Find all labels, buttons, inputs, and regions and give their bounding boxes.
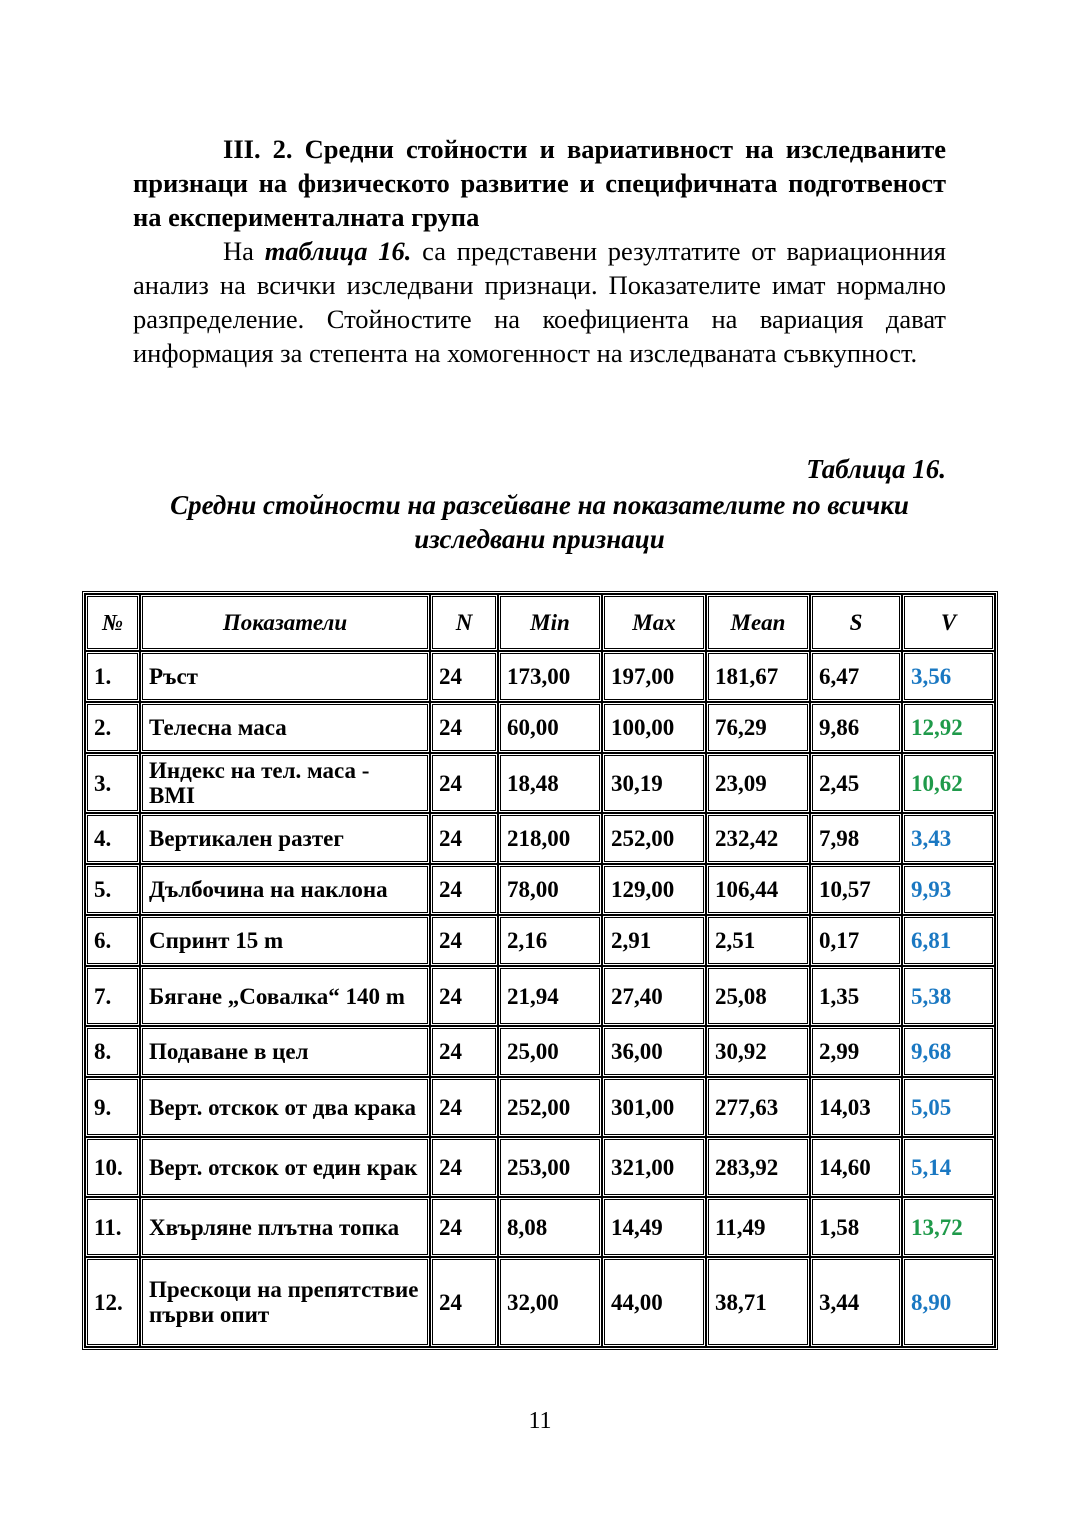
row-number: 10. bbox=[85, 1137, 140, 1197]
indicator-name: Хвърляне плътна топка bbox=[140, 1197, 430, 1257]
s-value: 9,86 bbox=[810, 702, 902, 753]
min-value: 21,94 bbox=[498, 966, 602, 1026]
table-label: Таблица 16. bbox=[806, 454, 946, 484]
max-value: 30,19 bbox=[602, 753, 706, 813]
v-value: 12,92 bbox=[902, 702, 995, 753]
s-value: 1,35 bbox=[810, 966, 902, 1026]
n-value: 24 bbox=[430, 1257, 498, 1347]
table-row bbox=[85, 1077, 995, 1137]
text-block bbox=[133, 132, 946, 370]
s-value: 0,17 bbox=[810, 915, 902, 966]
max-value: 36,00 bbox=[602, 1026, 706, 1077]
min-value: 32,00 bbox=[498, 1257, 602, 1347]
indicator-name: Ръст bbox=[140, 651, 430, 702]
table-row bbox=[85, 1197, 995, 1257]
s-value: 3,44 bbox=[810, 1257, 902, 1347]
table-row bbox=[85, 864, 995, 915]
max-value: 301,00 bbox=[602, 1077, 706, 1137]
row-number: 4. bbox=[85, 813, 140, 864]
n-value: 24 bbox=[430, 1077, 498, 1137]
row-number: 5. bbox=[85, 864, 140, 915]
min-value: 78,00 bbox=[498, 864, 602, 915]
s-value: 2,99 bbox=[810, 1026, 902, 1077]
v-value: 9,93 bbox=[902, 864, 995, 915]
s-value: 7,98 bbox=[810, 813, 902, 864]
mean-value: 232,42 bbox=[706, 813, 810, 864]
header-cell: Max bbox=[602, 594, 706, 651]
row-number: 11. bbox=[85, 1197, 140, 1257]
row-number: 1. bbox=[85, 651, 140, 702]
row-number: 6. bbox=[85, 915, 140, 966]
table-body bbox=[85, 651, 995, 1347]
indicator-name: Подаване в цел bbox=[140, 1026, 430, 1077]
n-value: 24 bbox=[430, 864, 498, 915]
mean-value: 76,29 bbox=[706, 702, 810, 753]
s-value: 10,57 bbox=[810, 864, 902, 915]
mean-value: 25,08 bbox=[706, 966, 810, 1026]
max-value: 27,40 bbox=[602, 966, 706, 1026]
header-cell: Min bbox=[498, 594, 602, 651]
row-number: 2. bbox=[85, 702, 140, 753]
min-value: 8,08 bbox=[498, 1197, 602, 1257]
table-caption: Средни стойности на разсейване на показателите по всички изследвани признаци bbox=[170, 490, 909, 554]
max-value: 129,00 bbox=[602, 864, 706, 915]
s-value: 1,58 bbox=[810, 1197, 902, 1257]
max-value: 197,00 bbox=[602, 651, 706, 702]
mean-value: 11,49 bbox=[706, 1197, 810, 1257]
n-value: 24 bbox=[430, 1137, 498, 1197]
table-row bbox=[85, 1026, 995, 1077]
table-row bbox=[85, 1137, 995, 1197]
header-cell: N bbox=[430, 594, 498, 651]
para-after: са представени резултатите от вариационния анализ на всички изследвани признаци. Показателите имат нормално разпределение. Стойностите на коефициента на вариация дават информация за степента на хомогенност на изследваната съвкупност. bbox=[133, 236, 946, 368]
max-value: 14,49 bbox=[602, 1197, 706, 1257]
indicator-name: Спринт 15 m bbox=[140, 915, 430, 966]
indicator-name: Бягане „Совалка“ 140 m bbox=[140, 966, 430, 1026]
n-value: 24 bbox=[430, 753, 498, 813]
max-value: 252,00 bbox=[602, 813, 706, 864]
indicator-name: Телесна маса bbox=[140, 702, 430, 753]
n-value: 24 bbox=[430, 915, 498, 966]
row-number: 3. bbox=[85, 753, 140, 813]
mean-value: 277,63 bbox=[706, 1077, 810, 1137]
row-number: 12. bbox=[85, 1257, 140, 1347]
max-value: 2,91 bbox=[602, 915, 706, 966]
min-value: 252,00 bbox=[498, 1077, 602, 1137]
min-value: 25,00 bbox=[498, 1026, 602, 1077]
mean-value: 30,92 bbox=[706, 1026, 810, 1077]
v-value: 5,05 bbox=[902, 1077, 995, 1137]
table-reference: таблица 16. bbox=[264, 236, 412, 266]
v-value: 8,90 bbox=[902, 1257, 995, 1347]
table-row bbox=[85, 813, 995, 864]
header-cell: V bbox=[902, 594, 995, 651]
header-cell: Mean bbox=[706, 594, 810, 651]
min-value: 18,48 bbox=[498, 753, 602, 813]
statistics-table bbox=[82, 591, 998, 1350]
page-number: 11 bbox=[528, 1408, 552, 1434]
indicator-name: Верт. отскок от два крака bbox=[140, 1077, 430, 1137]
indicator-name: Вертикален разтег bbox=[140, 813, 430, 864]
para-before: На bbox=[223, 236, 265, 266]
min-value: 173,00 bbox=[498, 651, 602, 702]
header-cell: Показатели bbox=[140, 594, 430, 651]
s-value: 14,03 bbox=[810, 1077, 902, 1137]
indicator-name: Индекс на тел. маса - BMI bbox=[140, 753, 430, 813]
s-value: 2,45 bbox=[810, 753, 902, 813]
indicator-name: Верт. отскок от един крак bbox=[140, 1137, 430, 1197]
header-cell: № bbox=[85, 594, 140, 651]
min-value: 253,00 bbox=[498, 1137, 602, 1197]
min-value: 218,00 bbox=[498, 813, 602, 864]
v-value: 5,14 bbox=[902, 1137, 995, 1197]
table-row bbox=[85, 702, 995, 753]
s-value: 14,60 bbox=[810, 1137, 902, 1197]
v-value: 9,68 bbox=[902, 1026, 995, 1077]
v-value: 10,62 bbox=[902, 753, 995, 813]
n-value: 24 bbox=[430, 1026, 498, 1077]
table-row bbox=[85, 651, 995, 702]
intro-paragraph bbox=[133, 234, 946, 370]
v-value: 3,43 bbox=[902, 813, 995, 864]
mean-value: 106,44 bbox=[706, 864, 810, 915]
header-cell: S bbox=[810, 594, 902, 651]
n-value: 24 bbox=[430, 651, 498, 702]
min-value: 60,00 bbox=[498, 702, 602, 753]
v-value: 13,72 bbox=[902, 1197, 995, 1257]
s-value: 6,47 bbox=[810, 651, 902, 702]
table-header-row bbox=[85, 594, 995, 651]
mean-value: 2,51 bbox=[706, 915, 810, 966]
row-number: 9. bbox=[85, 1077, 140, 1137]
mean-value: 23,09 bbox=[706, 753, 810, 813]
table-row bbox=[85, 966, 995, 1026]
n-value: 24 bbox=[430, 813, 498, 864]
n-value: 24 bbox=[430, 966, 498, 1026]
mean-value: 283,92 bbox=[706, 1137, 810, 1197]
v-value: 3,56 bbox=[902, 651, 995, 702]
mean-value: 181,67 bbox=[706, 651, 810, 702]
max-value: 100,00 bbox=[602, 702, 706, 753]
n-value: 24 bbox=[430, 702, 498, 753]
table-row bbox=[85, 753, 995, 813]
table-row bbox=[85, 915, 995, 966]
mean-value: 38,71 bbox=[706, 1257, 810, 1347]
max-value: 321,00 bbox=[602, 1137, 706, 1197]
indicator-name: Прескоци на препятствие първи опит bbox=[140, 1257, 430, 1347]
max-value: 44,00 bbox=[602, 1257, 706, 1347]
v-value: 6,81 bbox=[902, 915, 995, 966]
row-number: 7. bbox=[85, 966, 140, 1026]
row-number: 8. bbox=[85, 1026, 140, 1077]
v-value: 5,38 bbox=[902, 966, 995, 1026]
section-heading: III. 2. Средни стойности и вариативност на изследваните признаци на физическото развитие и специфичната подготвеност на експерименталната група bbox=[133, 134, 946, 232]
n-value: 24 bbox=[430, 1197, 498, 1257]
min-value: 2,16 bbox=[498, 915, 602, 966]
table-row bbox=[85, 1257, 995, 1347]
indicator-name: Дълбочина на наклона bbox=[140, 864, 430, 915]
